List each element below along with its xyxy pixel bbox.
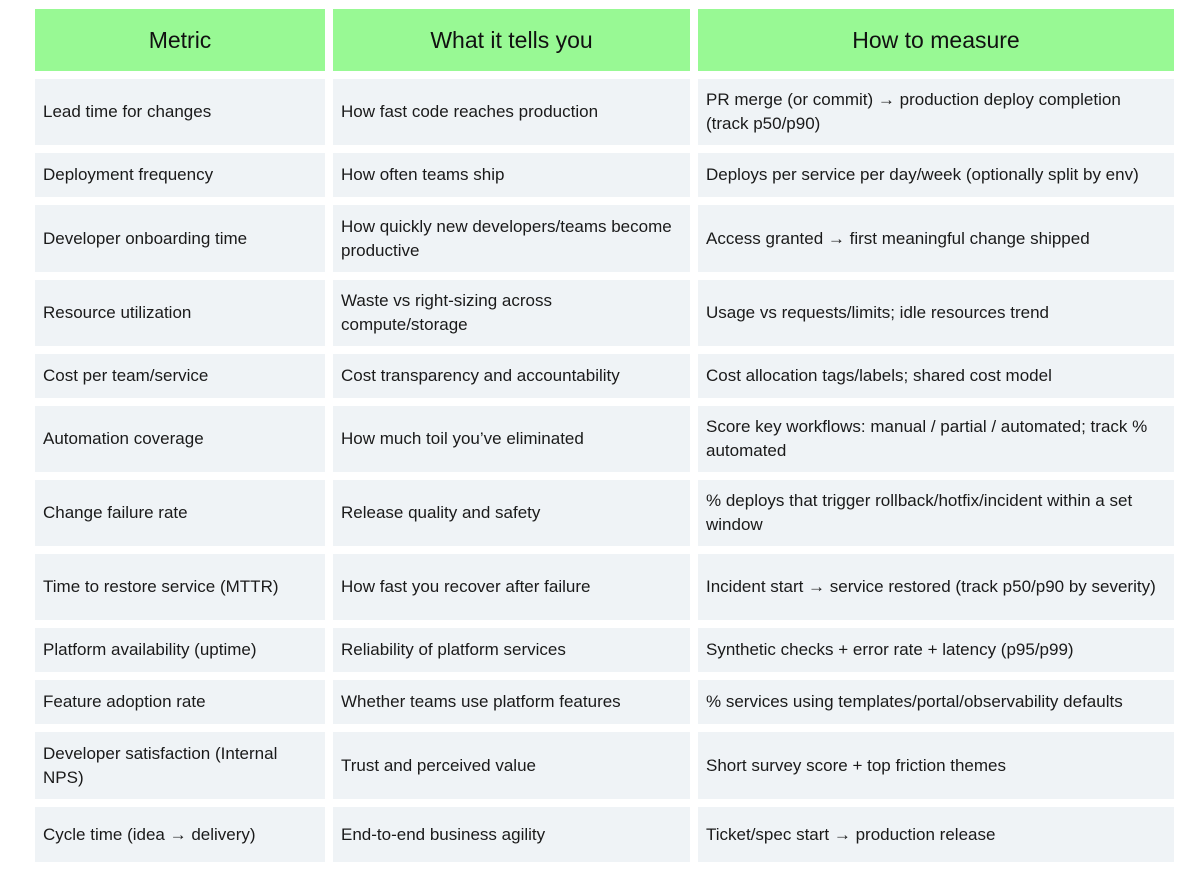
table-row-tells: Reliability of platform services <box>333 628 690 672</box>
header-how-to-measure: How to measure <box>698 9 1174 71</box>
table-row-tells: Trust and perceived value <box>333 732 690 799</box>
table-row-measure: Cost allocation tags/labels; shared cost model <box>698 354 1174 398</box>
table-row-tells: Release quality and safety <box>333 480 690 546</box>
table-row-metric: Automation coverage <box>35 406 325 472</box>
metrics-table <box>35 9 1174 870</box>
table-row-metric: Time to restore service (MTTR) <box>35 554 325 620</box>
header-metric: Metric <box>35 9 325 71</box>
table-row-tells: How often teams ship <box>333 153 690 197</box>
table-row-metric: Change failure rate <box>35 480 325 546</box>
table-row-metric: Developer onboarding time <box>35 205 325 272</box>
table-row-metric: Deployment frequency <box>35 153 325 197</box>
table-row-tells: Cost transparency and accountability <box>333 354 690 398</box>
table-row-metric: Cost per team/service <box>35 354 325 398</box>
table-row-measure: Deploys per service per day/week (optionally split by env) <box>698 153 1174 197</box>
table-row-metric: Cycle time (idea → delivery) <box>35 807 325 862</box>
table-row-measure: Score key workflows: manual / partial / automated; track % automated <box>698 406 1174 472</box>
table-row-tells: How fast you recover after failure <box>333 554 690 620</box>
table-row-measure: Synthetic checks + error rate + latency (p95/p99) <box>698 628 1174 672</box>
table-row-metric: Feature adoption rate <box>35 680 325 724</box>
table-row-tells: End-to-end business agility <box>333 807 690 862</box>
table-row-measure: PR merge (or commit) → production deploy completion (track p50/p90) <box>698 79 1174 145</box>
table-row-metric: Developer satisfaction (Internal NPS) <box>35 732 325 799</box>
table-row-measure: Incident start → service restored (track p50/p90 by severity) <box>698 554 1174 620</box>
table-row-tells: How fast code reaches production <box>333 79 690 145</box>
table-row-tells: Whether teams use platform features <box>333 680 690 724</box>
table-row-measure: Short survey score + top friction themes <box>698 732 1174 799</box>
table-row-measure: Ticket/spec start → production release <box>698 807 1174 862</box>
table-row-tells: How much toil you’ve eliminated <box>333 406 690 472</box>
table-row-tells: Waste vs right-sizing across compute/storage <box>333 280 690 346</box>
table-row-measure: % services using templates/portal/observability defaults <box>698 680 1174 724</box>
table-row-measure: % deploys that trigger rollback/hotfix/incident within a set window <box>698 480 1174 546</box>
table-row-metric: Lead time for changes <box>35 79 325 145</box>
table-row-metric: Resource utilization <box>35 280 325 346</box>
header-what-it-tells-you: What it tells you <box>333 9 690 71</box>
table-row-metric: Platform availability (uptime) <box>35 628 325 672</box>
table-row-measure: Usage vs requests/limits; idle resources trend <box>698 280 1174 346</box>
table-row-tells: How quickly new developers/teams become productive <box>333 205 690 272</box>
table-row-measure: Access granted → first meaningful change shipped <box>698 205 1174 272</box>
